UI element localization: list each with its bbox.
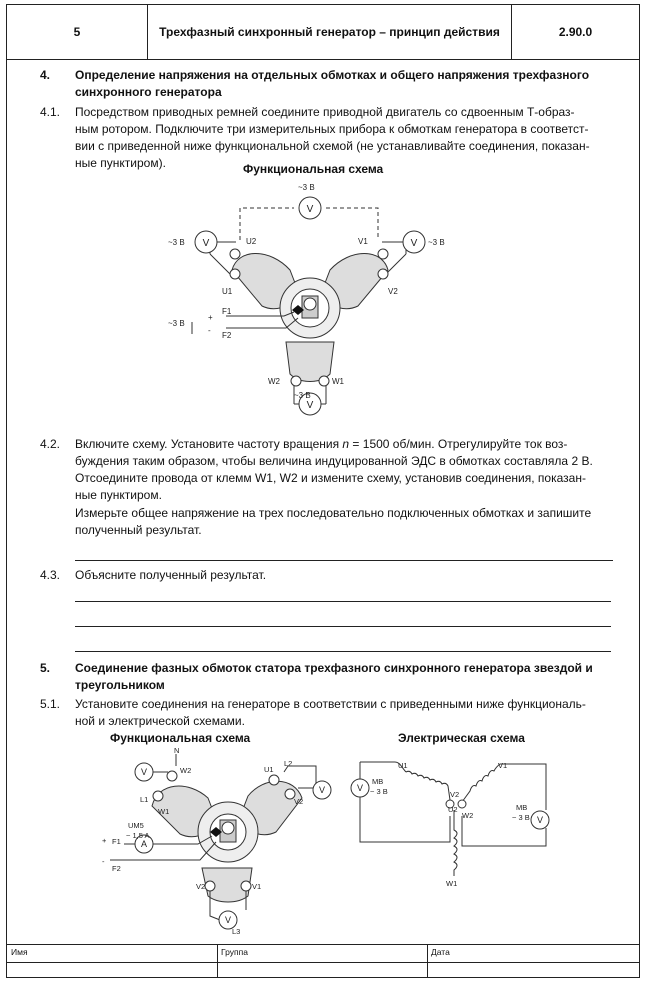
svg-text:U1: U1 xyxy=(398,761,408,770)
item-4-3-number: 4.3. xyxy=(40,568,61,582)
svg-text:MB: MB xyxy=(516,803,528,812)
item-4-2-line2: буждения таким образом, чтобы величина индуцированной ЭДС в обмотках составляла 2 В. xyxy=(75,454,593,468)
section-4-title-line2: синхронного генератора xyxy=(75,85,222,99)
footer-date-label: Дата xyxy=(431,947,450,957)
footer-group-label: Группа xyxy=(221,947,248,957)
svg-text:N: N xyxy=(174,746,180,755)
item-4-2-line3: Отсоедините провода от клемм W1, W2 и измените схему, установив соединения, показан- xyxy=(75,471,586,485)
svg-text:UM5: UM5 xyxy=(128,821,144,830)
diagram-1-title: Функциональная схема xyxy=(243,162,384,176)
item-4-1-line3: вии с приведенной ниже функциональной схемой (не устанавливайте соединения, показан- xyxy=(75,139,590,153)
svg-text:F2: F2 xyxy=(112,864,121,873)
svg-text:V: V xyxy=(318,785,326,795)
svg-text:W2: W2 xyxy=(268,377,280,386)
item-4-2-line5: Измерьте общее напряжение на трех последовательно подключенных обмотках и запишите xyxy=(75,506,592,520)
svg-text:V1: V1 xyxy=(252,882,262,891)
header-table xyxy=(6,4,640,60)
svg-text:V: V xyxy=(536,815,544,825)
svg-text:W1: W1 xyxy=(158,807,170,816)
svg-text:F2: F2 xyxy=(222,331,232,340)
item-4-1-line2: ным ротором. Подключите три измерительных прибора к обмоткам генератора в соответст- xyxy=(75,122,589,136)
item-4-1-line1: Посредством приводных ремней соедините приводной двигатель со сдвоенным Т-образ- xyxy=(75,105,575,119)
svg-text:V: V xyxy=(306,400,314,411)
svg-text:~3 В: ~3 В xyxy=(428,238,445,247)
svg-text:U1: U1 xyxy=(264,765,274,774)
svg-text:-: - xyxy=(208,326,211,335)
item-5-1-line1: Установите соединения на генераторе в соответствии с приведенными ниже функциональ- xyxy=(75,697,586,711)
svg-text:V2: V2 xyxy=(294,797,304,806)
functional-diagram-1 xyxy=(160,178,460,433)
answer-line-4-3-b[interactable] xyxy=(75,626,611,627)
item-4-2-line6: полученный результат. xyxy=(75,523,202,537)
svg-text:V1: V1 xyxy=(498,761,508,770)
svg-text:+: + xyxy=(102,836,107,845)
item-4-3-text: Объясните полученный результат. xyxy=(75,568,267,582)
svg-text:+: + xyxy=(208,313,213,322)
page-title: Трехфазный синхронный генератор – принцип действия xyxy=(148,5,512,59)
svg-text:V: V xyxy=(202,238,210,249)
svg-text:U2: U2 xyxy=(448,805,458,814)
svg-text:V: V xyxy=(410,238,418,249)
svg-text:V: V xyxy=(306,204,314,215)
svg-text:U1: U1 xyxy=(222,287,233,296)
svg-text:U2: U2 xyxy=(246,237,257,246)
svg-text:~ 3 В: ~ 3 В xyxy=(370,787,388,796)
item-5-1-number: 5.1. xyxy=(40,697,61,711)
svg-text:F1: F1 xyxy=(222,307,232,316)
item-4-1-number: 4.1. xyxy=(40,105,61,119)
svg-text:~3 В: ~3 В xyxy=(168,238,185,247)
electrical-diagram xyxy=(340,746,560,896)
svg-text:V2: V2 xyxy=(450,790,460,799)
item-4-2-line4: ные пунктиром. xyxy=(75,488,162,502)
svg-text:L1: L1 xyxy=(140,795,149,804)
svg-text:V2: V2 xyxy=(388,287,398,296)
diagram-3-title: Электрическая схема xyxy=(398,731,525,745)
svg-text:W2: W2 xyxy=(180,766,192,775)
section-4-number: 4. xyxy=(40,68,51,82)
section-5-title-line2: треугольником xyxy=(75,678,165,692)
svg-text:V1: V1 xyxy=(358,237,368,246)
svg-text:-: - xyxy=(102,857,105,866)
item-4-1-line4: ные пунктиром). xyxy=(75,156,166,170)
footer-name-label: Имя xyxy=(11,947,28,957)
svg-text:~3 В: ~3 В xyxy=(298,183,315,192)
svg-text:W2: W2 xyxy=(462,811,474,820)
svg-text:~ 3 В: ~ 3 В xyxy=(512,813,530,822)
answer-line-4-2[interactable] xyxy=(75,560,613,561)
answer-line-4-3-c[interactable] xyxy=(75,651,611,652)
svg-text:V: V xyxy=(356,783,364,793)
section-5-title-line1: Соединение фазных обмоток статора трехфазного синхронного генератора звездой и xyxy=(75,661,593,675)
functional-diagram-2 xyxy=(88,746,350,936)
svg-text:F1: F1 xyxy=(112,837,121,846)
page-number: 5 xyxy=(7,5,148,59)
svg-text:~ 1,5 A: ~ 1,5 A xyxy=(126,831,150,840)
diagram-2-title: Функциональная схема xyxy=(110,731,251,745)
svg-text:W1: W1 xyxy=(332,377,344,386)
item-5-1-line2: ной и электрической схемами. xyxy=(75,714,245,728)
svg-text:V2: V2 xyxy=(196,882,206,891)
svg-text:W1: W1 xyxy=(446,879,458,888)
svg-text:V: V xyxy=(224,915,232,925)
section-5-number: 5. xyxy=(40,661,51,675)
svg-text:L2: L2 xyxy=(284,759,293,768)
svg-text:V: V xyxy=(140,767,148,777)
document-code: 2.90.0 xyxy=(558,25,593,39)
svg-text:MB: MB xyxy=(372,777,384,786)
section-4-title-line1: Определение напряжения на отдельных обмотках и общего напряжения трехфазного xyxy=(75,68,590,82)
item-4-2-number: 4.2. xyxy=(40,437,61,451)
item-4-2-line1: Включите схему. Установите частоту вращения n = 1500 об/мин. Отрегулируйте ток воз- xyxy=(75,437,568,451)
svg-text:A: A xyxy=(140,839,148,849)
svg-text:~3 В: ~3 В xyxy=(168,319,185,328)
svg-text:~3 В: ~3 В xyxy=(294,391,311,400)
footer-table xyxy=(6,944,640,978)
svg-text:L3: L3 xyxy=(232,927,241,936)
answer-line-4-3-a[interactable] xyxy=(75,601,611,602)
